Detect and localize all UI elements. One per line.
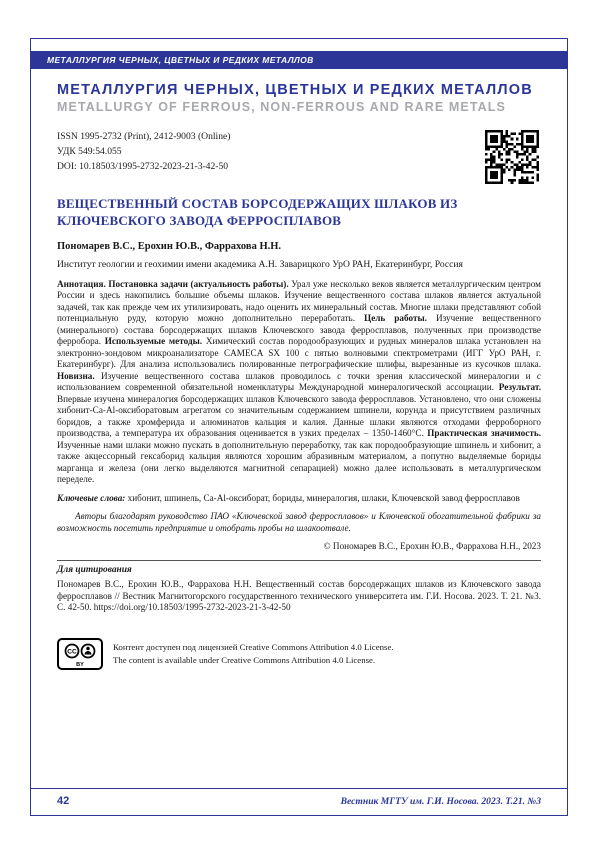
citation-text: Пономарев В.С., Ерохин Ю.В., Фаррахова Н.Н. Вещественный состав борсодержащих шлаков из Ключевского завода ферросплавов // Вестник Магнитогорского государственного технического университета им. Г.И. Носова. 2023. Т. 21. №3. С. 42-50. https://doi.org/10.18503/1995-2732-2023-21-3-42-50: [57, 579, 541, 613]
page-content: [31, 69, 567, 788]
page-footer: [31, 788, 567, 815]
license-text: [113, 641, 394, 667]
citation-block: [57, 560, 541, 614]
udk-line: УДК 549:54.055: [57, 145, 122, 157]
license-line-ru: Контент доступен под лицензией Creative Commons Attribution 4.0 License.: [113, 642, 394, 653]
publication-meta: [57, 130, 230, 175]
article-title: ВЕЩЕСТВЕННЫЙ СОСТАВ БОРСОДЕРЖАЩИХ ШЛАКОВ ИЗ КЛЮЧЕВСКОГО ЗАВОДА ФЕРРОСПЛАВОВ: [57, 196, 458, 228]
keywords-line: Ключевые слова: хибонит, шпинель, Ca-Al-оксиборат, бориды, минералогия, шлаки, Ключевской завод ферросплавов: [57, 492, 520, 503]
page-border-frame: [30, 38, 568, 816]
issn-line: ISSN 1995-2732 (Print), 2412-9003 (Online): [57, 131, 231, 142]
svg-text:CC: CC: [67, 648, 77, 656]
cc-by-license-icon: [57, 638, 103, 670]
copyright-line: © Пономарев В.С., Ерохин Ю.В., Фаррахова Н.Н., 2023: [323, 541, 541, 552]
citation-header: Для цитирования: [57, 565, 132, 576]
running-head-bar: [31, 51, 567, 69]
article-affiliation: Институт геологии и геохимии имени академика А.Н. Заварицкого УрО РАН, Екатеринбург, Россия: [57, 258, 463, 270]
qr-code-icon: [485, 130, 539, 184]
doi-line: DOI: 10.18503/1995-2732-2023-21-3-42-50: [57, 160, 229, 172]
article-authors: Пономарев В.С., Ерохин Ю.В., Фаррахова Н.Н.: [57, 240, 282, 252]
section-title-ru: МЕТАЛЛУРГИЯ ЧЕРНЫХ, ЦВЕТНЫХ И РЕДКИХ МЕТАЛЛОВ: [57, 82, 533, 98]
meta-row: [57, 130, 541, 184]
journal-reference: Вестник МГТУ им. Г.И. Носова. 2023. Т.21. №3: [340, 795, 541, 807]
license-line-en: The content is available under Creative Commons Attribution 4.0 License.: [113, 654, 376, 665]
acknowledgment-text: Авторы благодарят руководство ПАО «Ключевской завод ферросплавов» и Ключевской обогатительной фабрики за возможность посетить предприятие и отобрать пробы на шлакоотвале.: [57, 511, 541, 533]
page-number: 42: [57, 795, 70, 807]
running-head-text: МЕТАЛЛУРГИЯ ЧЕРНЫХ, ЦВЕТНЫХ И РЕДКИХ МЕТАЛЛОВ: [47, 55, 314, 65]
section-title-en: METALLURGY OF FERROUS, NON-FERROUS AND RARE METALS: [57, 100, 506, 114]
abstract-paragraph: Аннотация. Постановка задачи (актуальность работы). Урал уже несколько веков является металлургическим центром России и здесь накопились большие объемы шлаков. Изучение вещественного состава шлаков является актуальной задачей, так как прежде чем их утилизировать, надо оценить их минеральный состав. Многие шлаки представляют собой потенциальную руду, которую можно дополнительно переработать. Цель работы. Изучение вещественного (минерального) состава борсодержащих шлаков Ключевского завода ферросплавов, полученных при производстве ферробора. Используемые методы. Химический состав породообразующих и рудных минералов шлака установлен на электронно-зондовом микроанализаторе CAMECA SX 100 с пятью волновыми спектрометрами (ИГГ УрО РАН, г. Екатеринбург). Для анализа использовались полированные петрографические шлифы, вырезанные из кусочков шлака. Новизна. Изучение вещественного состава шлаков проводилось с точки зрения классической минералогии и с использованием современной обязательной номенклатуры Международной минералогической ассоциации. Результат. Впервые изучена минералогия борсодержащих шлаков Ключевского завода ферросплавов. Установлено, что они сложены хибонит-Ca-Al-оксиборатовым агрегатом со значительным содержанием шпинели, корунда и присутствием различных боридов, а также хромферида и алюминатов кальция и калия. Данные шлаки являются отходами ферроборного производства, а температура их образования оценивается в узких пределах – 1350-1460°С. Практическая значимость. Изученные нами шлаки можно пускать в дополнительную переработку, так как породообразующие шпинель и хибонит, а также акцессорный гексаборид кальция являются хорошим абразивным материалом, а попутно выделяемые бориды марганца и железа (они легко выделяются магнитной сепарацией) можно далее использовать в металлургическом переделе.: [57, 278, 541, 485]
svg-text:BY: BY: [76, 661, 84, 668]
license-row: [57, 638, 541, 670]
